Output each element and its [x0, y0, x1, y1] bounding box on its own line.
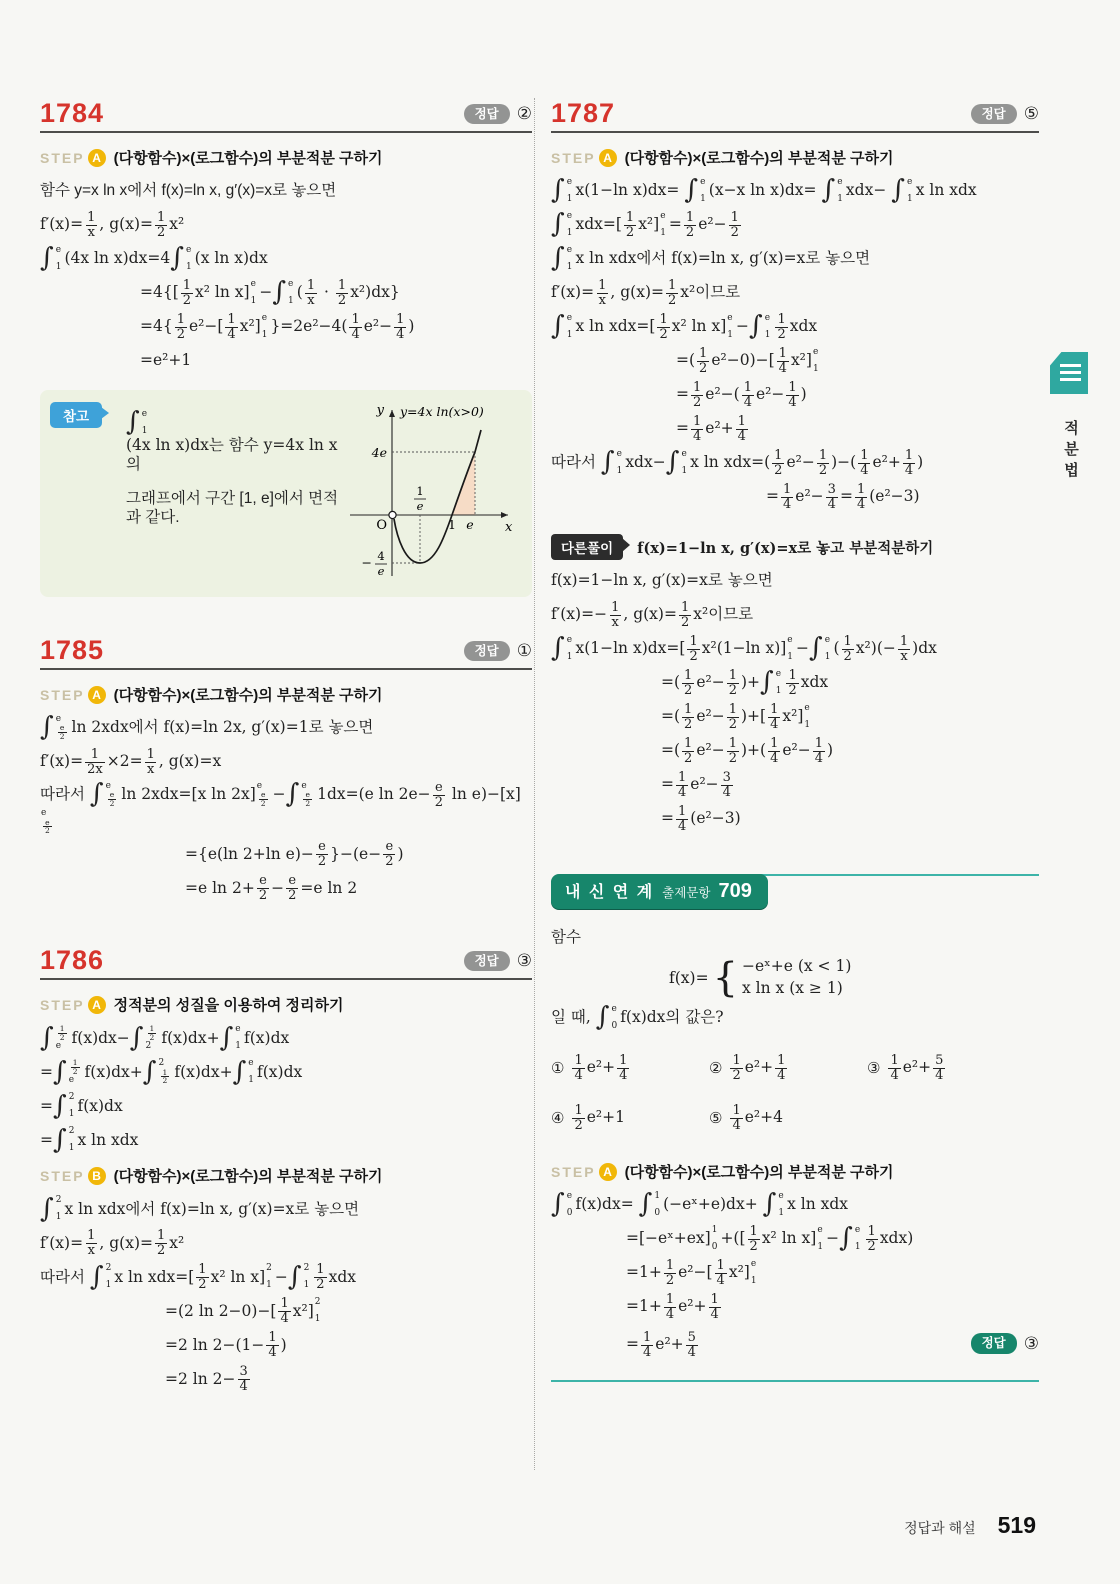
step-title: (다항함수)×(로그함수)의 부분적분 구하기: [624, 1164, 894, 1181]
step-row: [40, 1165, 532, 1186]
math-line: ∫ e $\frac{e}{2}$ ln 2xdx에서 f(x)=ln 2x, g′(x)=1로 놓으면: [40, 712, 374, 743]
math-line: =e ln 2+ e 2 − e 2 =e ln 2: [185, 873, 358, 903]
step-label: STEP: [40, 686, 85, 703]
answer-badge-group: [464, 951, 532, 974]
footer-label: 정답과 해설: [904, 1520, 976, 1536]
y-axis-label: y: [376, 403, 384, 418]
math-line: 함수 y=x ln x에서 f(x)=ln x, g′(x)=x로 놓으면: [40, 182, 337, 200]
choice-item: [709, 1099, 867, 1137]
alt-solution-header: [551, 534, 1039, 560]
piecewise-prefix: f(x)=: [669, 969, 709, 987]
problem-header: [40, 947, 532, 980]
math-line: ∫ $\frac{1}{2}$ e f(x)dx− ∫ $\frac{1}{2}$ 2 f(x)dx+ ∫ e 1 f(x)dx: [40, 1022, 290, 1053]
right-column: [551, 100, 1039, 1382]
math-line: = 1 4 e²+ 1 4: [676, 413, 746, 444]
math-line: =( 1 2 e²− 1 2 )+( 1 4 e²− 1 4 ): [661, 735, 834, 766]
piecewise-brace: {: [712, 955, 739, 1001]
choice-number: ④: [551, 1109, 565, 1127]
origin-label: O: [376, 518, 387, 533]
choice-list: [551, 1043, 1039, 1143]
problem-header: [40, 637, 532, 670]
choice-value: 1 4 e²+ 5 4: [890, 1052, 944, 1083]
choice-number: ①: [551, 1059, 565, 1077]
piecewise-cases: [742, 957, 851, 999]
menu-lines-icon: [1050, 352, 1088, 394]
answer-badge: 정답: [464, 104, 510, 124]
math-line: f′(x)= 1 2x ×2= 1 x , g(x)=x: [40, 746, 222, 777]
answer-badge: 정답: [464, 641, 510, 661]
piecewise-function: [669, 957, 1039, 999]
linked-problem-badge: [551, 874, 768, 909]
choice-item: [867, 1049, 1025, 1087]
answer-badge-group: [971, 1333, 1039, 1356]
math-line: =[−eˣ+ex] 1 0 +([ 1 2 x² ln x] e 1 − ∫ e 1 1 2 xdx): [626, 1223, 914, 1254]
math-line: = ∫ 2 1 x ln xdx: [40, 1124, 139, 1155]
math-line: 따라서 ∫ e 1 xdx− ∫ e 1 x ln xdx=( 1 2 e²− 1 2 )−( 1 4 e²+ 1 4 ): [551, 447, 924, 478]
step-row: [551, 147, 1039, 168]
badge-number: 709: [718, 880, 752, 902]
step-title: (다항함수)×(로그함수)의 부분적분 구하기: [113, 687, 383, 704]
choice-value: 1 2 e²+ 1 4: [732, 1052, 786, 1083]
math-line: =( 1 2 e²− 1 2 )+ ∫ e 1 1 2 xdx: [661, 667, 829, 698]
reference-graph: [342, 400, 518, 583]
curve-label: y=4x ln(x>0): [400, 404, 484, 419]
math-line: = ∫ $\frac{1}{2}$ e f(x)dx+ ∫ 2 $\frac{1}{2}$ f(x)dx+ ∫ e 1 f(x)dx: [40, 1056, 303, 1087]
answer-badge-group: [464, 104, 532, 127]
math-line: ∫ e 1 x(1−ln x)dx= ∫ e 1 (x−x ln x)dx= ∫ e 1 xdx− ∫ e 1 x ln xdx: [551, 175, 977, 206]
step-row: [40, 684, 532, 705]
math-line: 따라서 ∫ e $\frac{e}{2}$ ln 2xdx=[x ln 2x] e $\frac{e}{2}$ − ∫ e $\frac{e}{2}$ 1dx=(e ln 2e− e 2 ln e)−[x] e $\frac{e}{2}$: [40, 779, 521, 836]
problem-header: [40, 100, 532, 133]
y-4e-label: 4e: [371, 445, 387, 460]
math-line: =(2 ln 2−0)−[ 1 4 x²] 2 1: [165, 1296, 321, 1326]
math-line: = 1 4 e²− 3 4 = 1 4 (e²−3): [766, 481, 920, 512]
text-line: 그래프에서 구간 [1, e]에서 면적과 같다.: [126, 489, 339, 527]
choice-number: ③: [867, 1059, 881, 1077]
step-title: (다항함수)×(로그함수)의 부분적분 구하기: [113, 150, 383, 167]
math-line: ∫ e 1 (4x ln x)dx는 함수 y=4x ln x의: [126, 407, 338, 474]
math-line: ∫ 2 1 x ln xdx에서 f(x)=ln x, g′(x)=x로 놓으면: [40, 1193, 360, 1224]
alt-solution-title: f(x)=1−ln x, g′(x)=x로 놓고 부분적분하기: [637, 539, 934, 557]
neg-sign: −: [361, 555, 372, 570]
reference-badge: 참고: [50, 402, 102, 428]
case-line: −eˣ+e (x < 1): [742, 957, 852, 976]
page-number: 519: [997, 1512, 1036, 1538]
math-line: =1+ 1 2 e²−[ 1 4 x²] e 1: [626, 1257, 757, 1288]
math-line: ∫ e 1 (4x ln x)dx=4 ∫ e 1 (x ln x)dx: [40, 243, 268, 274]
badge-subtitle: 출제문항: [662, 886, 711, 900]
step-label: STEP: [551, 149, 596, 166]
reference-body: [126, 403, 518, 583]
answer-badge-group: [464, 641, 532, 664]
badge-title: 내 신 연 계: [565, 884, 655, 901]
math-line: =( 1 2 e²−0)−[ 1 4 x²] e 1: [676, 345, 819, 376]
text-line: 함수: [551, 929, 581, 947]
step-row: [40, 994, 532, 1015]
column-divider: [534, 98, 535, 1470]
x-e-label: e: [466, 517, 474, 532]
answer-badge: 정답: [971, 1333, 1017, 1353]
math-line: = 1 2 e²−( 1 4 e²− 1 4 ): [676, 379, 807, 410]
choice-value: 1 4 e²+ 1 4: [574, 1052, 628, 1083]
math-line: ∫ e 1 x ln xdx=[ 1 2 x² ln x] e 1 − ∫ e 1 1 2 xdx: [551, 311, 818, 342]
answer-number: ⑤: [1023, 103, 1039, 123]
math-line: =4{[ 1 2 x² ln x] e 1 − ∫ e 1 ( 1 x · 1 2 x²)dx}: [140, 277, 400, 308]
side-tab-label: 적분법: [1062, 420, 1079, 483]
problem-1784: [40, 100, 532, 597]
problem-1787: [551, 100, 1039, 834]
step-circle-icon: A: [88, 149, 106, 167]
step-circle-icon: A: [599, 149, 617, 167]
math-line: =1+ 1 4 e²+ 1 4: [626, 1291, 719, 1322]
choice-number: ②: [709, 1059, 723, 1077]
function-graph: [342, 400, 518, 578]
math-line: ∫ e 1 x ln xdx에서 f(x)=ln x, g′(x)=x로 놓으면: [551, 243, 871, 274]
step-row: [40, 147, 532, 168]
x-axis-label: x: [505, 520, 513, 535]
x-1-label: 1: [448, 517, 456, 532]
step-circle-icon: A: [88, 686, 106, 704]
linked-problem-body: [551, 909, 1039, 1364]
frac-1e-num: 1: [416, 484, 424, 498]
reference-box: [40, 390, 532, 597]
answer-number: ③: [516, 951, 532, 971]
math-line: = ∫ 2 1 f(x)dx: [40, 1090, 123, 1121]
left-column: [40, 100, 532, 1398]
step-title: (다항함수)×(로그함수)의 부분적분 구하기: [624, 150, 894, 167]
case-line: x ln x (x ≥ 1): [742, 979, 843, 998]
step-circle-icon: A: [88, 996, 106, 1014]
frac-1e-den: e: [416, 499, 424, 513]
math-line: ∫ e 1 xdx=[ 1 2 x²] e 1 = 1 2 e²− 1 2: [551, 209, 739, 240]
math-line: =( 1 2 e²− 1 2 )+[ 1 4 x²] e 1: [661, 701, 811, 732]
math-line: ∫ e 0 f(x)dx= ∫ 1 0 (−eˣ+e)dx+ ∫ e 1 x ln xdx: [551, 1189, 849, 1220]
math-line: = 1 4 (e²−3): [661, 803, 741, 834]
alt-solution-badge: 다른풀이: [551, 534, 623, 560]
question-line: 일 때, ∫ e 0 f(x)dx의 값은?: [551, 1002, 724, 1033]
answer-badge-group: [971, 104, 1039, 127]
step-title: 정적분의 성질을 이용하여 정리하기: [113, 997, 344, 1015]
answer-number: ①: [516, 640, 532, 660]
math-line: f(x)=1−ln x, g′(x)=x로 놓으면: [551, 571, 773, 590]
linked-problem-box: [551, 860, 1039, 1382]
step-circle-icon: B: [88, 1167, 106, 1185]
reference-text: [126, 406, 340, 583]
frac-4e-num: 4: [377, 549, 385, 563]
math-line: 따라서 ∫ 2 1 x ln xdx=[ 1 2 x² ln x] 2 1 − ∫ 2 1 1 2 xdx: [40, 1261, 356, 1292]
problem-1786: [40, 947, 532, 1394]
step-label: STEP: [40, 1167, 85, 1184]
step-label: STEP: [551, 1163, 596, 1180]
open-point: [389, 511, 396, 518]
math-line: ={e(ln 2+ln e)− e 2 }−(e− e 2 ): [185, 839, 404, 869]
problem-1785: [40, 637, 532, 903]
math-line: = 1 4 e²+ 5 4: [626, 1329, 696, 1360]
math-line: f′(x)= 1 x , g(x)= 1 2 x²: [40, 209, 185, 240]
problem-number: 1786: [40, 945, 105, 976]
problem-header: [551, 100, 1039, 133]
box-bottom-rule: [551, 1380, 1039, 1382]
frac-4e-den: e: [377, 564, 385, 578]
problem-number: 1784: [40, 98, 105, 128]
choice-number: ⑤: [709, 1109, 723, 1127]
math-line: ∫ e 1 x(1−ln x)dx=[ 1 2 x²(1−ln x)] e 1 − ∫ e 1 ( 1 2 x²)(− 1 x )dx: [551, 633, 937, 664]
choice-item: [709, 1049, 867, 1087]
step-circle-icon: A: [599, 1163, 617, 1181]
choice-item: [551, 1099, 709, 1137]
step-title: (다항함수)×(로그함수)의 부분적분 구하기: [113, 1168, 383, 1186]
choice-value: 1 4 e²+4: [732, 1102, 783, 1133]
answer-badge: 정답: [464, 951, 510, 971]
math-line: =2 ln 2−(1− 1 4 ): [165, 1330, 287, 1360]
answer-number: ③: [1023, 1333, 1039, 1353]
step-row: [551, 1161, 1039, 1182]
math-line: =4{ 1 2 e²−[ 1 4 x²] e 1 }=2e²−4( 1 4 e²− 1 4 ): [140, 311, 415, 342]
math-line: f′(x)=− 1 x , g(x)= 1 2 x²이므로: [551, 599, 754, 630]
math-line: f′(x)= 1 x , g(x)= 1 2 x²: [40, 1228, 185, 1258]
page-footer: [904, 1512, 1036, 1539]
math-line: =2 ln 2− 3 4: [165, 1364, 248, 1394]
answer-line: [551, 1326, 1039, 1364]
step-label: STEP: [40, 149, 85, 166]
choice-value: 1 2 e²+1: [574, 1102, 625, 1133]
answer-number: ②: [516, 103, 532, 123]
problem-number: 1787: [551, 98, 616, 128]
math-line: = 1 4 e²− 3 4: [661, 769, 731, 800]
problem-number: 1785: [40, 635, 105, 665]
step-label: STEP: [40, 996, 85, 1013]
answer-badge: 정답: [971, 104, 1017, 124]
math-line: =e²+1: [140, 351, 192, 370]
math-line: f′(x)= 1 x , g(x)= 1 2 x²이므로: [551, 277, 741, 308]
choice-item: [551, 1049, 709, 1087]
side-tab: [1046, 352, 1092, 483]
